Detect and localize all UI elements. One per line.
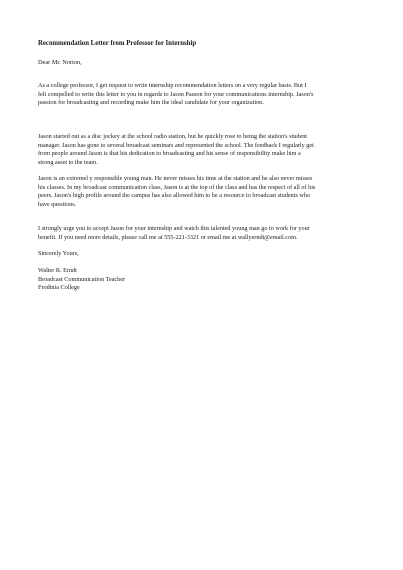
paragraph-line: Jason started out as a disc jockey at the school radio station, but he quickly rose to being the station's student xyxy=(38,133,308,140)
letter-title: Recommendation Letter from Professor for Internship xyxy=(38,40,197,47)
letter-greeting: Dear Mr. Norton, xyxy=(38,59,82,66)
paragraph-intro xyxy=(38,82,313,108)
paragraph-line: passion for broadcasting and recording make him the ideal candidate for your organization. xyxy=(38,99,264,107)
signature-block xyxy=(38,267,125,293)
paragraph-line: benefit. If you need more details, please call me at 555-221-3321 or email me at wallyerndt@email.com. xyxy=(38,233,298,241)
paragraph-line: have questions. xyxy=(38,200,77,208)
signature-institution: Frodinia College xyxy=(38,284,80,292)
paragraph-line: his classes. In my broadcast communication class, Jason is at the top of the class and has the respect of all of his xyxy=(38,183,316,191)
paragraph-line: peers. Jason's high profile around the campus has also allowed him to be a resource to broadcast students who xyxy=(38,192,311,200)
paragraph-experience xyxy=(38,133,314,167)
paragraph-character xyxy=(38,175,315,209)
paragraph-line: felt compelled to write this letter to you in regards to Jason Passon for your communications internship. Jason's xyxy=(38,90,314,98)
letter-closing: Sincerely Yours, xyxy=(38,250,79,257)
paragraph-line: As a college professor, I get request to write internship recommendation letters on a very regular basis. But I xyxy=(38,82,307,89)
signature-name: Walter R. Erndt xyxy=(38,267,77,274)
paragraph-line: I strongly urge you to accept Jason for your internship and watch this talented young man go to work for your xyxy=(38,225,310,232)
paragraph-line: strong asset to the team. xyxy=(38,158,98,166)
paragraph-conclusion xyxy=(38,225,310,242)
signature-role: Broadcast Communication Teacher xyxy=(38,275,126,283)
paragraph-line: Jason is an extremel y responsible young man. He never misses his time at the station and he also never misses xyxy=(38,175,313,182)
paragraph-line: from people around Jason is that his dedication to broadcasting and his sense of responsibility make him a xyxy=(38,150,301,158)
paragraph-line: manager. Jason has gone to several broadcast seminars and represented the school. The feedback I regularly get xyxy=(38,141,314,149)
